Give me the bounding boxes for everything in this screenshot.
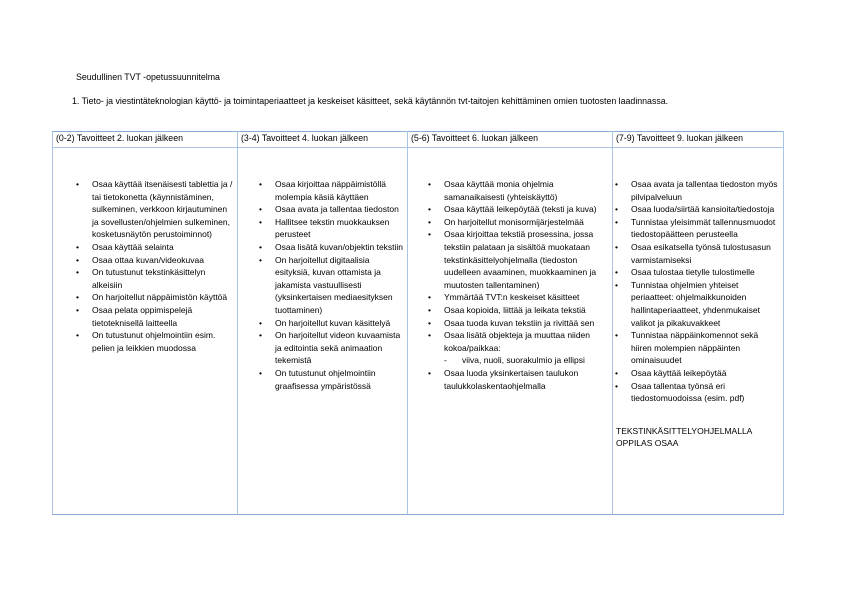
list-item: • On harjoitellut kuvan käsittelyä bbox=[275, 317, 404, 330]
goals-list bbox=[92, 178, 234, 354]
list-item: • Osaa tallentaa työnsä eri tiedostomuodoissa (esim. pdf) bbox=[631, 380, 780, 405]
list-item: • On tutustunut ohjelmointiin graafisessa ympäristössä bbox=[275, 367, 404, 392]
list-item: • Ymmärtää TVT:n keskeiset käsitteet bbox=[444, 291, 609, 304]
list-item: • On harjoitellut näppäimistön käyttöä bbox=[92, 291, 234, 304]
list-item: • Osaa pelata oppimispelejä tietoteknisellä laitteella bbox=[92, 304, 234, 329]
goals-column-7-9 bbox=[613, 148, 784, 515]
sub-list-item: - viiva, nuoli, suorakulmio ja ellipsi bbox=[462, 354, 609, 367]
goals-column-0-2 bbox=[53, 148, 238, 515]
list-item: • Osaa kopioida, liittää ja leikata tekstiä bbox=[444, 304, 609, 317]
list-item: • Osaa avata ja tallentaa tiedoston bbox=[275, 203, 404, 216]
list-item: • Osaa tulostaa tietylle tulostimelle bbox=[631, 266, 780, 279]
list-item: • Tunnistaa näppäinkomennot sekä hiiren molempien näppäinten ominaisuudet bbox=[631, 329, 780, 367]
list-item: • Osaa lisätä kuvan/objektin tekstiin bbox=[275, 241, 404, 254]
curriculum-table bbox=[52, 131, 784, 515]
list-item: • Osaa avata ja tallentaa tiedoston myös pilvipalveluun bbox=[631, 178, 780, 203]
header-grade-5-6: (5-6) Tavoitteet 6. luokan jälkeen bbox=[408, 132, 613, 148]
list-item: • Tunnistaa yleisimmät tallennusmuodot tiedostopäätteen perusteella bbox=[631, 216, 780, 241]
list-item: • Osaa ottaa kuvan/videokuvaa bbox=[92, 254, 234, 267]
list-item: • On tutustunut ohjelmointiin esim. pelien ja leikkien muodossa bbox=[92, 329, 234, 354]
word-processing-note: TEKSTINKÄSITTELYOHJELMALLA OPPILAS OSAA bbox=[616, 425, 752, 449]
list-item: • On harjoitellut monisormijärjestelmää bbox=[444, 216, 609, 229]
table-content-row bbox=[53, 148, 784, 515]
header-grade-3-4: (3-4) Tavoitteet 4. luokan jälkeen bbox=[238, 132, 408, 148]
table-header-row bbox=[53, 132, 784, 148]
list-item: • Osaa luoda/siirtää kansioita/tiedostoja bbox=[631, 203, 780, 216]
list-item: • On tutustunut tekstinkäsittelyn alkeisiin bbox=[92, 266, 234, 291]
list-item: • Osaa käyttää itsenäisesti tablettia ja / tai tietokonetta (käynnistäminen, sulkeminen, verkkoon kirjautuminen ja sovellusten/ohjelmien sulkeminen, kosketusnäytön perustoiminnot) bbox=[92, 178, 234, 241]
header-grade-7-9: (7-9) Tavoitteet 9. luokan jälkeen bbox=[613, 132, 784, 148]
goals-list bbox=[444, 178, 609, 392]
list-item: • On harjoitellut digitaalisia esityksiä, kuvan ottamista ja jakamista vastuullisesti (yksinkertaisen mediaesityksen tuottaminen) bbox=[275, 254, 404, 317]
intro-paragraph: 1. Tieto- ja viestintäteknologian käyttö- ja toimintaperiaatteet ja keskeiset käsitteet, sekä käytännön tvt-taitojen kehittäminen omien tuotosten laadinnassa. bbox=[72, 96, 669, 106]
list-item: • Osaa käyttää selainta bbox=[92, 241, 234, 254]
goals-column-5-6 bbox=[408, 148, 613, 515]
list-item: • Osaa käyttää leikepöytää bbox=[631, 367, 780, 380]
list-item: • Osaa kirjoittaa tekstiä prosessina, jossa tekstiin palataan ja sisältöä muokataan tekstinkäsittelyohjelmalla (tiedoston uudelleen avaaminen, muokkaaminen ja muutosten tallentaminen) bbox=[444, 228, 609, 291]
list-item: • Osaa käyttää monia ohjelmia samanaikaisesti (yhteiskäyttö) bbox=[444, 178, 609, 203]
list-item: • Osaa kirjoittaa näppäimistöllä molempia käsiä käyttäen bbox=[275, 178, 404, 203]
list-item: • Hallitsee tekstin muokkauksen perusteet bbox=[275, 216, 404, 241]
list-item: • Osaa luoda yksinkertaisen taulukon taulukkolaskentaohjelmalla bbox=[444, 367, 609, 392]
list-item: • Tunnistaa ohjelmien yhteiset periaatteet: ohjelmaikkunoiden hallintaperiaatteet, yhdenmukaiset valikot ja pikakuvakkeet bbox=[631, 279, 780, 329]
list-item: • On harjoitellut videon kuvaamista ja editointia sekä animaation tekemistä bbox=[275, 329, 404, 367]
goals-list bbox=[275, 178, 404, 392]
header-grade-0-2: (0-2) Tavoitteet 2. luokan jälkeen bbox=[53, 132, 238, 148]
sub-list bbox=[444, 354, 609, 367]
list-item-objects bbox=[444, 329, 609, 367]
list-item: • Osaa tuoda kuvan tekstiin ja rivittää sen bbox=[444, 317, 609, 330]
goals-column-3-4 bbox=[238, 148, 408, 515]
list-item-label: Osaa lisätä objekteja ja muuttaa niiden kokoa/paikkaa: bbox=[444, 330, 591, 353]
document-title: Seudullinen TVT -opetussuunnitelma bbox=[76, 72, 220, 82]
list-item: • Osaa esikatsella työnsä tulostusasun varmistamiseksi bbox=[631, 241, 780, 266]
list-item: • Osaa käyttää leikepöytää (teksti ja kuva) bbox=[444, 203, 609, 216]
goals-list bbox=[631, 178, 780, 405]
